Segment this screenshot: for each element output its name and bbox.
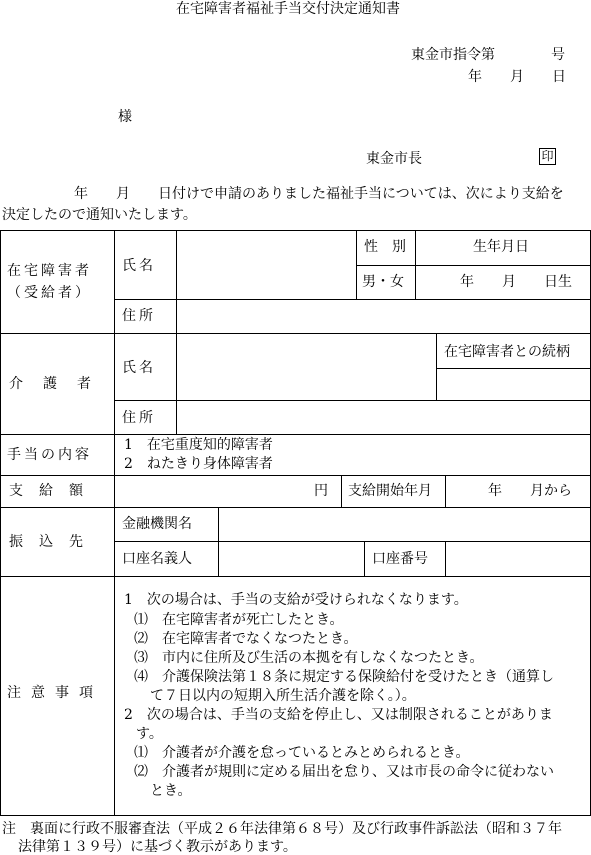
- table-line: [436, 368, 591, 369]
- table-line: [436, 333, 437, 400]
- table-line: [114, 230, 115, 815]
- note-line: ⑴ 介護者が介護を怠っているとみとめられるとき。: [134, 745, 470, 761]
- birthdate-value: 年 月 日生: [460, 274, 572, 290]
- document-title: 在宅障害者福祉手当交付決定通知書: [176, 1, 400, 17]
- table-border-left: [0, 230, 1, 815]
- note-line: ⑶ 市内に住所及び生活の本拠を有しなくなつたとき。: [134, 650, 484, 666]
- recipient-suffix: 様: [118, 109, 132, 125]
- note-line: 1 次の場合は、手当の支給が受けられなくなります。: [124, 592, 468, 608]
- note-line: ⑷ 介護保険法第１８条に規定する保険給付を受けたとき（通算し: [134, 669, 554, 685]
- table-line: [114, 299, 591, 300]
- recipient-address-label: 住所: [122, 308, 156, 324]
- account-holder-label: 口座名義人: [122, 551, 192, 567]
- table-border-top: [0, 230, 591, 231]
- recipient-sublabel: （受給者）: [7, 285, 92, 301]
- table-line: [114, 400, 591, 401]
- caregiver-label: 介護者: [9, 376, 111, 392]
- allowance-item-1: 1 在宅重度知的障害者: [124, 437, 273, 453]
- gender-value: 男・女: [362, 274, 404, 290]
- table-line: [0, 507, 591, 508]
- footer-note-line-1: 注 裏面に行政不服審査法（平成２６年法律第６８号）及び行政事件訴訟法（昭和３７年: [2, 821, 562, 837]
- recipient-label: 在宅障害者: [7, 263, 92, 279]
- gender-label: 性 別: [364, 239, 406, 255]
- table-line: [0, 434, 591, 435]
- intro-line-1: 年 月 日付けで申請のありました福祉手当については、次により支給を: [74, 186, 564, 202]
- table-line: [364, 541, 365, 576]
- table-line: [114, 541, 591, 542]
- note-line: す。: [136, 726, 163, 742]
- note-line: ⑵ 在宅障害者でなくなつたとき。: [134, 631, 358, 647]
- amount-label: 支給額: [9, 483, 99, 499]
- note-line: ⑴ 在宅障害者が死亡したとき。: [134, 612, 344, 628]
- caregiver-address-label: 住所: [122, 410, 156, 426]
- table-line: [0, 333, 591, 334]
- start-date-value: 年 月から: [488, 483, 572, 499]
- note-line: とき。: [150, 783, 192, 799]
- table-line: [341, 475, 342, 507]
- birthdate-label: 生年月日: [473, 239, 529, 255]
- table-line: [0, 576, 591, 577]
- document-date: 年 月 日: [468, 69, 566, 85]
- intro-line-2: 決定したので通知いたします。: [2, 207, 197, 223]
- table-line: [415, 230, 416, 299]
- note-line: ⑵ 介護者が規則に定める届出を怠り、又は市長の命令に従わない: [134, 764, 554, 780]
- table-line: [218, 507, 219, 576]
- transfer-label: 振込先: [9, 534, 99, 550]
- table-line: [356, 230, 357, 299]
- issuer-name: 東金市長: [366, 151, 422, 167]
- amount-unit: 円: [314, 483, 328, 499]
- allowance-item-2: 2 ねたきり身体障害者: [124, 456, 273, 472]
- table-line: [445, 475, 446, 507]
- footer-note-line-2: 法律第１３９号）に基づく教示があります。: [18, 839, 297, 855]
- document-number: 東金市指令第 号: [411, 47, 565, 63]
- caregiver-name-label: 氏名: [122, 360, 156, 376]
- table-line: [0, 475, 591, 476]
- notes-label: 注意事項: [7, 685, 103, 701]
- recipient-name-label: 氏名: [122, 258, 156, 274]
- bank-name-label: 金融機関名: [122, 516, 192, 532]
- start-date-label: 支給開始年月: [348, 483, 432, 499]
- table-border-bottom: [0, 815, 591, 816]
- note-line: 2 次の場合は、手当の支給を停止し、又は制限されることがありま: [124, 707, 553, 723]
- note-line: て７日以内の短期入所生活介護を除く。）。: [150, 688, 416, 704]
- account-number-label: 口座番号: [372, 551, 428, 567]
- relation-label: 在宅障害者との続柄: [444, 344, 570, 360]
- table-line: [356, 265, 591, 266]
- allowance-label: 手当の内容: [7, 447, 92, 463]
- table-line: [176, 230, 177, 434]
- table-line: [445, 541, 446, 576]
- official-seal: 印: [539, 148, 556, 165]
